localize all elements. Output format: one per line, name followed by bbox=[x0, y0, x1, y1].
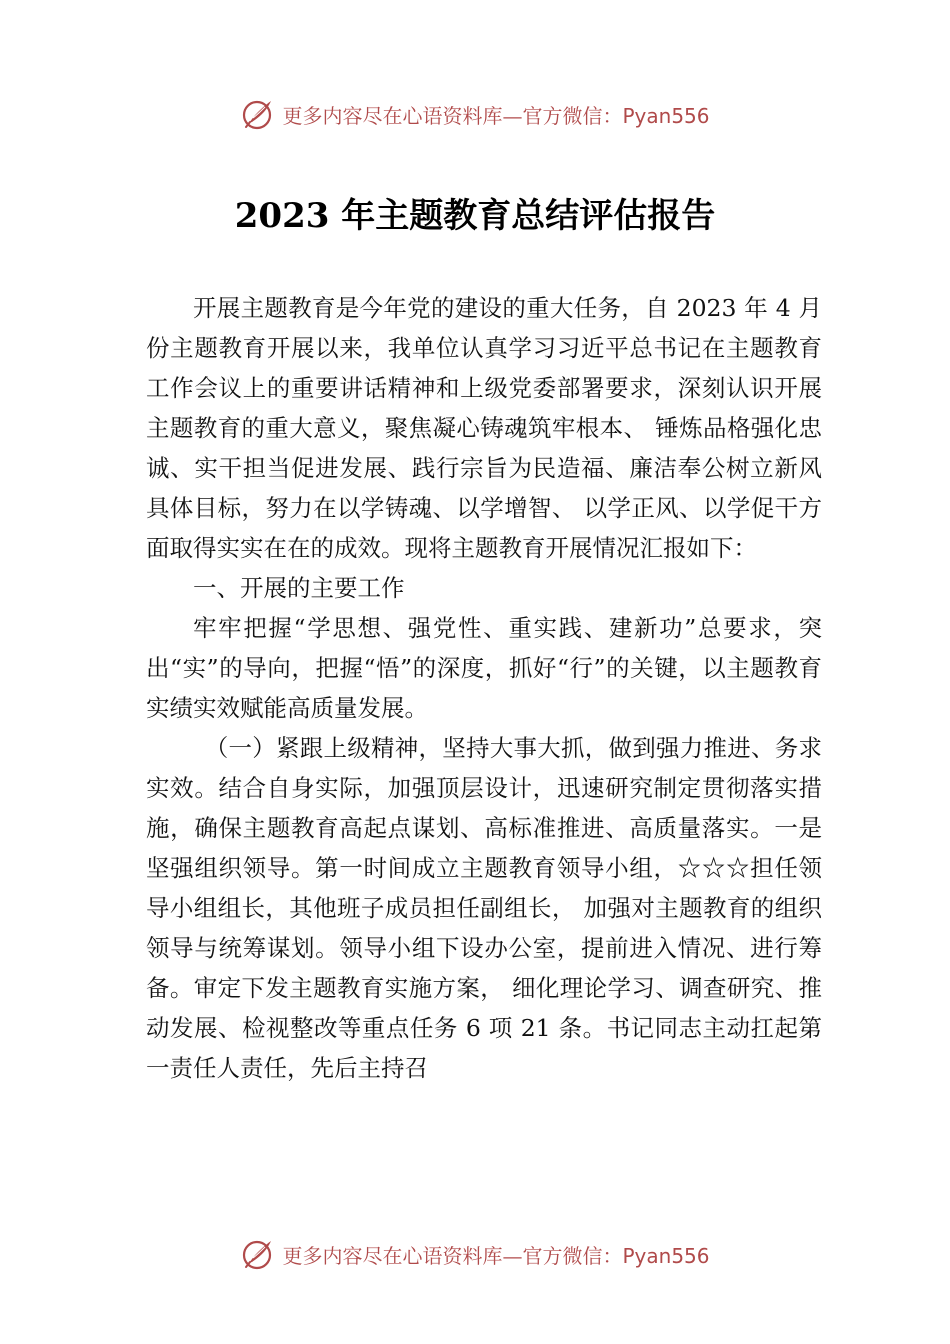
document-title: 2023 年主题教育总结评估报告 bbox=[234, 196, 716, 236]
section-paragraph: 牢牢把握“学思想、强党性、重实践、建新功”总要求，突出“实”的导向，把握“悟”的深度，抓好“行”的关键，以主题教育实绩实效赋能高质量发展。 bbox=[146, 614, 822, 722]
subsection-paragraph: （一）紧跟上级精神，坚持大事大抓，做到强力推进、务求实效。结合自身实际，加强顶层设计，迅速研究制定贯彻落实措施，确保主题教育高起点谋划、高标准推进、高质量落实。一是坚强组织领导。第一时间成立主题教育领导小组，☆☆☆担任领导小组组长，其他班子成员担任副组长， 加强对主题教育的组织领导与统筹谋划。领导小组下设办公室，提前进入情况、进行筹备。审定下发主题教育实施方案， 细化理论学习、调查研究、推动发展、检视整改等重点任务 6 项 21 条。书记同志主动扛起第一责任人责任，先后主持召 bbox=[146, 734, 822, 1082]
watermark-text: 更多内容尽在心语资料库—官方微信：Pyan556 bbox=[282, 103, 710, 128]
intro-paragraph: 开展主题教育是今年党的建设的重大任务，自 2023 年 4 月份主题教育开展以来，我单位认真学习习近平总书记在主题教育工作会议上的重要讲话精神和上级党委部署要求，深刻认识开展主题教育的重大意义，聚焦凝心铸魂筑牢根本、 锤炼品格强化忠诚、实干担当促进发展、践行宗旨为民造福、廉洁奉公树立新风具体目标，努力在以学铸魂、以学增智、 以学正风、以学促干方面取得实实在在的成效。现将主题教育开展情况汇报如下： bbox=[146, 294, 822, 562]
watermark-text: 更多内容尽在心语资料库—官方微信：Pyan556 bbox=[282, 1243, 710, 1268]
document-body bbox=[146, 288, 822, 1088]
section-heading: 一、开展的主要工作 bbox=[193, 574, 405, 602]
quill-pen-logo-icon bbox=[240, 96, 276, 132]
watermark-banner-bottom bbox=[0, 1236, 950, 1272]
quill-pen-logo-icon bbox=[240, 1236, 276, 1272]
wechat-id: Pyan556 bbox=[622, 103, 710, 128]
wechat-id: Pyan556 bbox=[622, 1243, 710, 1268]
watermark-banner-top bbox=[0, 96, 950, 132]
